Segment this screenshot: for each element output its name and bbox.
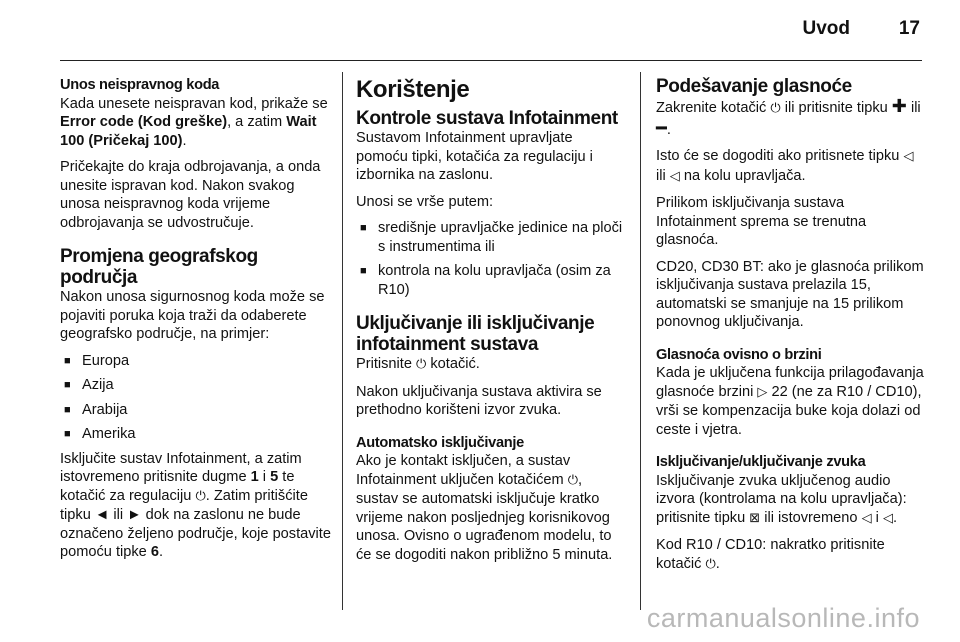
paragraph: [656, 536, 926, 574]
paragraph: Nakon unosa sigurnosnog koda može se pojaviti poruka koja traži da odaberete geografsko područje, na primjer:: [60, 289, 325, 342]
paragraph: Pričekajte do kraja odbrojavanja, a onda unesite ispravan kod. Nakon svakog unosa neispravnog koda vrijeme odbrojavanja se udvostručuje.: [60, 159, 321, 231]
text: Kod R10 / CD10: nakratko pritisnite kotačić: [656, 537, 885, 572]
power-knob-icon: ⏻: [770, 101, 781, 116]
column-divider: [640, 72, 641, 610]
text: ili pritisnite tipku: [780, 100, 892, 116]
text: Zakrenite kotačić: [656, 100, 771, 116]
power-knob-icon: ⏻: [567, 472, 579, 488]
paragraph: [356, 452, 626, 564]
section-heading: Kontrole sustava Infotainment: [356, 108, 618, 129]
paragraph: [356, 355, 626, 375]
text: .: [182, 132, 187, 149]
text: ili: [656, 167, 670, 184]
paragraph: [60, 450, 332, 562]
display-message: Wait 100 (Pričekaj 100): [60, 114, 317, 149]
paragraph: Nakon uključivanja sustava aktivira se prethodno korišteni izvor zvuka.: [356, 383, 602, 418]
section-heading: Automatsko isključivanje: [356, 434, 524, 451]
paragraph: CD20, CD30 BT: ako je glasnoća prilikom isključivanja sustava prelazila 15, automatski se smanjuje na 15 prilikom ponovnog uključivanja.: [656, 258, 924, 330]
volume-down-icon: ◁: [669, 168, 680, 184]
text: .: [892, 509, 897, 526]
text: i: [871, 509, 883, 526]
text: , a zatim: [227, 114, 287, 130]
text: ili: [906, 100, 921, 116]
text: te kotačić za regulaciju: [60, 469, 295, 504]
text: Isključite sustav Infotainment, a zatim istovremeno pritisnite dugme: [60, 450, 302, 485]
plus-icon: ✚: [891, 96, 907, 116]
section-heading: Unos neispravnog koda: [60, 77, 220, 93]
header-rule: [60, 60, 922, 61]
text: Isto će se dogoditi ako pritisnete tipku: [656, 148, 904, 164]
volume-up-icon: ◁: [861, 510, 872, 526]
key-label: 1: [250, 469, 259, 485]
text: , sustav se automatski isključuje kratko vrijeme nakon posljednjeg korisnikovog unosa. Ovisno o ugrađenom modelu, to će se dogoditi nakon približno 5 minuta.: [356, 471, 613, 563]
input-list: [356, 219, 626, 299]
minus-icon: ━: [656, 117, 667, 138]
volume-down-icon: ◁: [882, 510, 893, 526]
section-heading: Promjena geografskog područja: [60, 246, 258, 288]
page-title: Uvod: [802, 18, 850, 39]
paragraph: [656, 147, 926, 186]
text: na kolu upravljača.: [679, 167, 806, 184]
text: Ako je kontakt isključen, a sustav Infotainment uključen kotačićem: [356, 453, 571, 488]
column-left: [60, 76, 332, 570]
paragraph: [656, 472, 926, 529]
mute-icon: ⊠: [749, 510, 761, 526]
text: i: [258, 469, 271, 485]
list-item: ■ središnje upravljačke jedinice na ploči s instrumentima ili: [356, 219, 626, 256]
page-header: [0, 0, 960, 64]
text: 22 (ne za R10 / CD10), vrši se kompenzacija buke koja dolazi od ceste i vjetra.: [656, 383, 922, 438]
list-item: ■ Arabija: [60, 401, 332, 420]
paragraph: [656, 97, 926, 139]
text: Kada je uključena funkcija prilagođavanja glasnoće brzini: [656, 365, 924, 400]
column-middle: [356, 76, 626, 572]
paragraph: Sustavom Infotainment upravljate pomoću tipki, kotačića za regulaciju i izbornika na zaslonu.: [356, 130, 593, 183]
power-knob-icon: ⏻: [416, 357, 427, 372]
volume-up-icon: ◁: [903, 149, 914, 164]
region-list: [60, 352, 332, 444]
text: ili istovremeno: [760, 509, 862, 526]
list-item: ■ Europa: [60, 352, 332, 371]
display-message: Error code (Kod greške): [60, 114, 228, 130]
column-right: [656, 76, 926, 582]
power-knob-icon: ⏻: [705, 556, 716, 572]
text: Kada unesete neispravan kod, prikaže se: [60, 95, 328, 112]
paragraph: Unosi se vrše putem:: [356, 193, 494, 210]
text: . Zatim pritišćite tipku ◄ ili ► dok na zaslonu ne bude označeno željeno područje, koje postavite pomoću tipke: [60, 487, 331, 560]
section-heading: Podešavanje glasnoće: [656, 76, 852, 97]
section-heading: Glasnoća ovisno o brzini: [656, 346, 822, 363]
key-label: 6: [150, 544, 159, 560]
section-heading: Isključivanje/uključivanje zvuka: [656, 454, 866, 470]
paragraph: Prilikom isključivanja sustava Infotainment sprema se trenutna glasnoća.: [656, 195, 867, 248]
power-knob-icon: ⏻: [195, 488, 206, 504]
page-number: 17: [898, 18, 920, 39]
paragraph: [656, 364, 926, 439]
text: .: [715, 555, 720, 572]
paragraph: [60, 95, 332, 151]
list-item: ■ kontrola na kolu upravljača (osim za R10): [356, 262, 626, 299]
text: .: [158, 544, 164, 560]
chapter-title: Korištenje: [356, 76, 470, 103]
text: .: [666, 121, 671, 138]
column-divider: [342, 72, 343, 610]
text: Pritisnite: [356, 356, 417, 372]
section-heading: Uključivanje ili isključivanje infotainment sustava: [356, 313, 595, 355]
watermark: carmanualsonline.info: [646, 603, 920, 633]
list-item: ■ Azija: [60, 376, 332, 395]
text: kotačić.: [426, 356, 480, 372]
text: Isključivanje zvuka uključenog audio izvora (kontrolama na kolu upravljača): pritisnite tipku: [656, 472, 907, 526]
list-item: ■ Amerika: [60, 425, 332, 444]
key-label: 5: [270, 469, 279, 485]
page-reference-icon: ▷: [757, 384, 768, 400]
